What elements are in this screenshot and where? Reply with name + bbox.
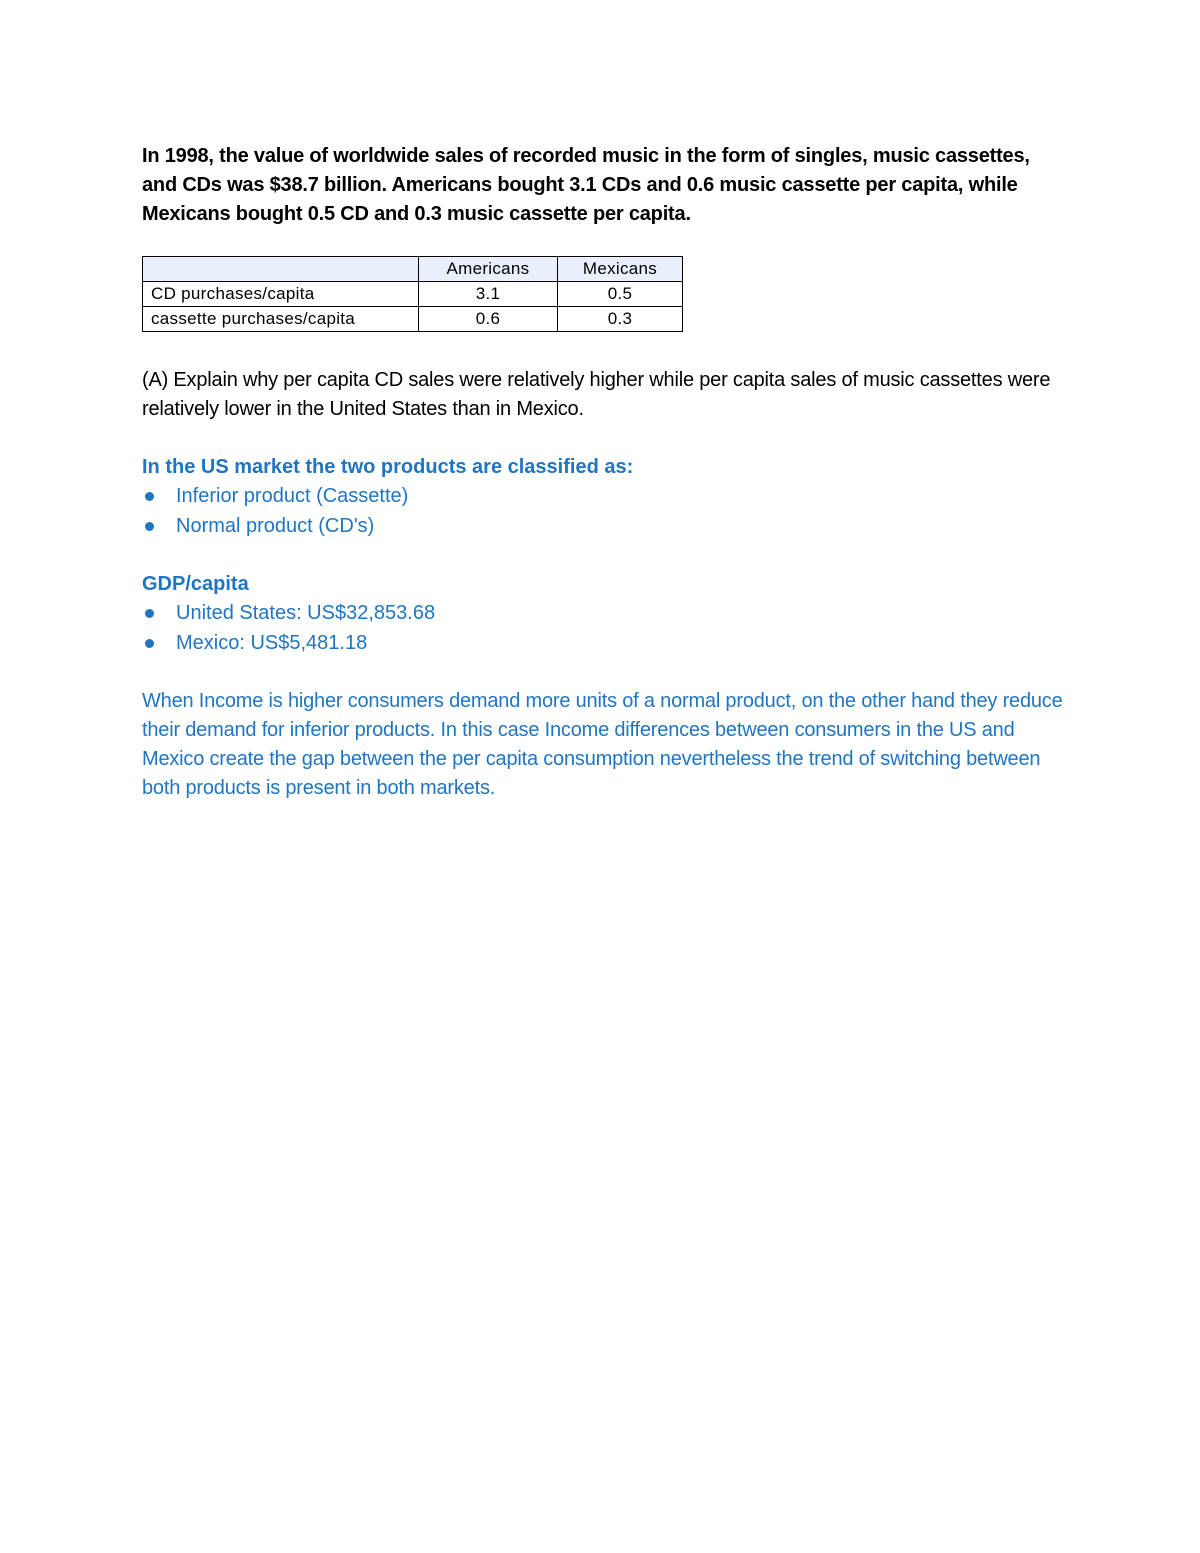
list-item xyxy=(142,599,435,629)
intro-paragraph: In 1998, the value of worldwide sales of recorded music in the form of singles, music cassettes, and CDs was $38.7 billion. Americans bought 3.1 CDs and 0.6 music cassette per capita, while Mexicans bought 0.5 CD and 0.3 music cassette per capita. xyxy=(142,145,1030,225)
table-cell: 3.1 xyxy=(419,282,558,307)
list-item-text: Normal product (CD's) xyxy=(176,514,375,537)
table-header-cell xyxy=(143,257,419,282)
table-cell: cassette purchases/capita xyxy=(143,307,419,332)
classification-list xyxy=(142,482,408,541)
table-cell: 0.5 xyxy=(558,282,683,307)
table-header-cell: Americans xyxy=(419,257,558,282)
list-item-text: Inferior product (Cassette) xyxy=(176,485,409,507)
table-cell: 0.3 xyxy=(558,307,683,332)
bullet-icon xyxy=(145,609,154,618)
question-paragraph: (A) Explain why per capita CD sales were relatively higher while per capita sales of music cassettes were relatively lower in the United States than in Mexico. xyxy=(142,369,1051,420)
answer-paragraph: When Income is higher consumers demand more units of a normal product, on the other hand they reduce their demand for inferior products. In this case Income differences between consumers in the US and Mexico create the gap between the per capita consumption nevertheless the trend of switching between both products is present in both markets. xyxy=(142,690,1063,799)
gdp-list xyxy=(142,599,435,658)
table-cell: CD purchases/capita xyxy=(143,282,419,307)
list-item xyxy=(142,512,408,542)
table-row xyxy=(143,307,683,332)
table-row xyxy=(143,282,683,307)
bullet-icon xyxy=(145,522,154,531)
gdp-heading: GDP/capita xyxy=(142,573,249,595)
table-cell: 0.6 xyxy=(419,307,558,332)
list-item xyxy=(142,482,408,512)
bullet-icon xyxy=(145,639,154,648)
bullet-icon xyxy=(145,492,154,501)
classification-heading: In the US market the two products are classified as: xyxy=(142,456,634,478)
list-item-text: Mexico: US$5,481.18 xyxy=(176,631,368,654)
table-header-row xyxy=(143,257,683,282)
table-header-cell: Mexicans xyxy=(558,257,683,282)
list-item-text: United States: US$32,853.68 xyxy=(176,602,436,624)
list-item xyxy=(142,629,435,659)
purchases-table xyxy=(142,256,683,332)
